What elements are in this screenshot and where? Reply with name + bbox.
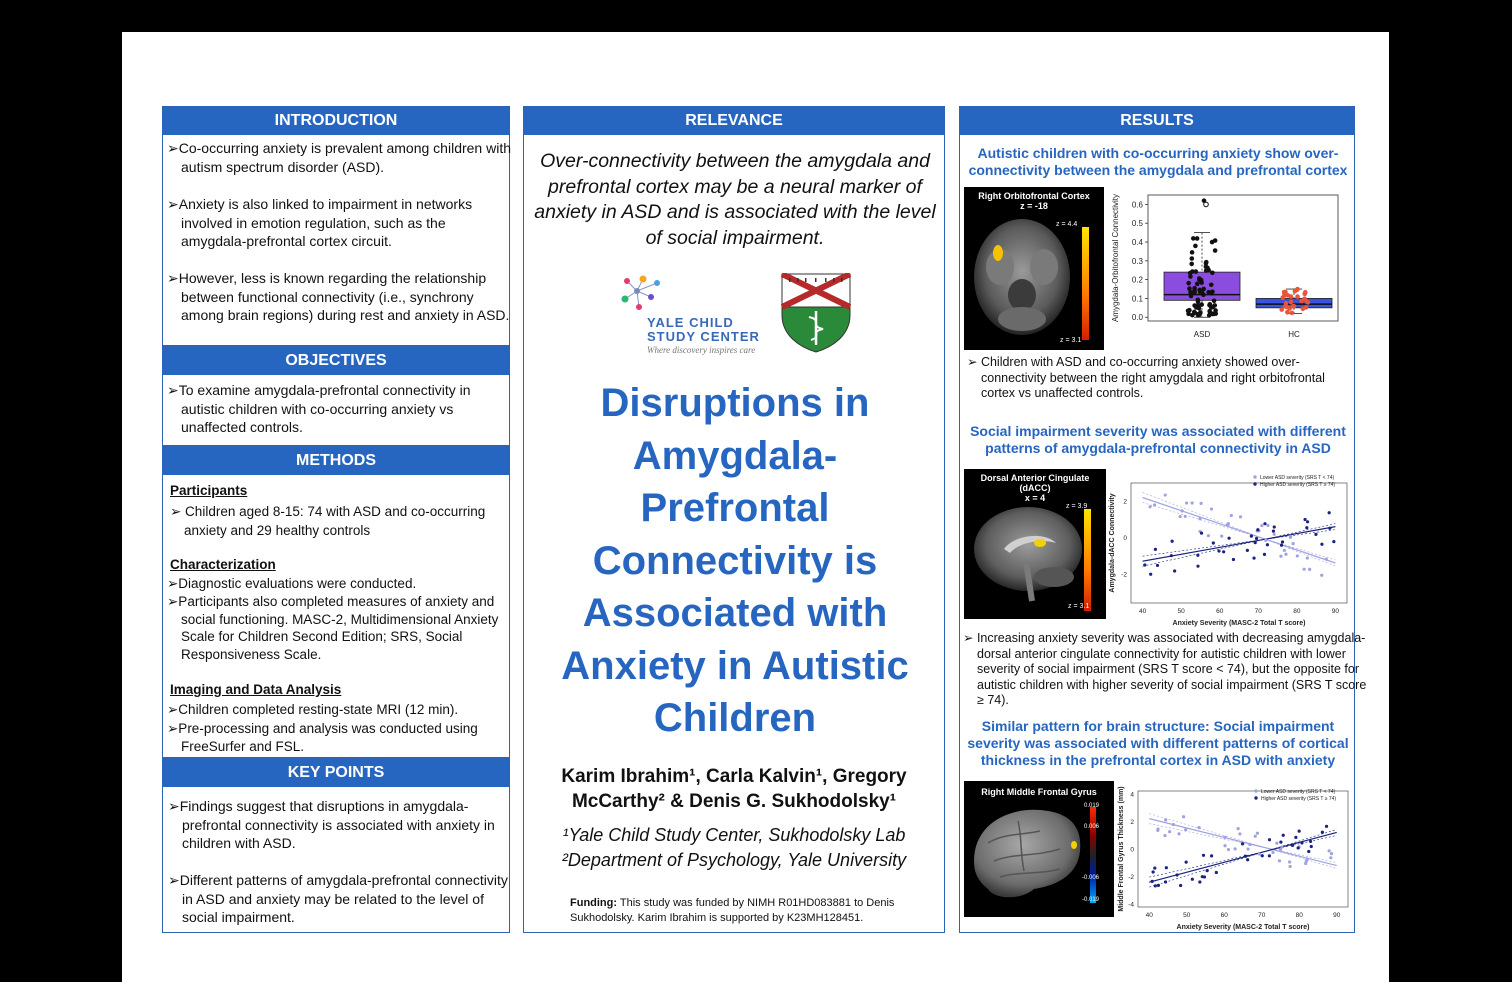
x-tick-label: 90 xyxy=(1331,608,1340,615)
asd-point xyxy=(1206,290,1211,295)
data-point xyxy=(1198,880,1201,883)
data-point xyxy=(1234,847,1237,850)
brain3-vmin: -0.019 xyxy=(1082,897,1100,903)
dacc-scatter-chart xyxy=(1107,469,1352,629)
data-point xyxy=(1191,878,1194,881)
brain3-v3: -0.006 xyxy=(1082,875,1100,881)
data-point xyxy=(1165,866,1168,869)
asd-point xyxy=(1195,282,1200,287)
results-bullet-1: ➢ Children with ASD and co-occurring anxiety showed over-connectivity between the right amygdala and right orbitofrontal cortex vs unaffected controls. xyxy=(967,355,1325,400)
data-point xyxy=(1197,826,1200,829)
data-point xyxy=(1260,524,1263,527)
intro-bullet-1: ➢Co-occurring anxiety is prevalent among children with autism spectrum disorder (ASD). xyxy=(167,140,511,175)
legend-marker xyxy=(1253,482,1256,485)
introduction-header: INTRODUCTION xyxy=(163,107,509,137)
results-bullet-2: ➢ Increasing anxiety severity was associated with decreasing amygdala-dorsal anterior cingulate connectivity for autistic children with lower severity of social impairment (SRS T score < 74), but the opposite for autistic children with higher severity of social impairment (SRS T score ≥ 74). xyxy=(963,631,1367,707)
data-point xyxy=(1263,522,1266,525)
data-point xyxy=(1241,842,1244,845)
relevance-header: RELEVANCE xyxy=(524,107,944,137)
intro-bullet-2: ➢Anxiety is also linked to impairment in networks involved in emotion regulation, such as the amygdala-prefrontal cortex circuit. xyxy=(167,196,473,249)
asd-point xyxy=(1189,294,1194,299)
data-point xyxy=(1203,875,1206,878)
data-point xyxy=(1314,533,1317,536)
data-point xyxy=(1256,832,1259,835)
data-point xyxy=(1156,564,1159,567)
hc-point xyxy=(1290,311,1295,316)
x-category-label: HC xyxy=(1288,330,1300,339)
funding-label: Funding: xyxy=(570,897,618,909)
key-points-bullet-1: ➢Findings suggest that disruptions in amygdala-prefrontal connectivity is associated with anxiety in children with ASD. xyxy=(168,798,495,851)
data-point xyxy=(1288,860,1291,863)
data-point xyxy=(1320,574,1323,577)
data-point xyxy=(1282,834,1285,837)
data-point xyxy=(1310,845,1313,848)
y-axis-label: Middle Frontal Gyrus Thickness (mm) xyxy=(1118,786,1125,912)
y-axis-label: Amygdala-Orbitofrontal Connectivity xyxy=(1111,193,1120,323)
hc-point xyxy=(1287,306,1292,311)
data-point xyxy=(1202,854,1205,857)
data-point xyxy=(1196,565,1199,568)
orbitofrontal-boxplot xyxy=(1106,189,1344,347)
relevance-statement: Over-connectivity between the amygdala and prefrontal cortex may be a neural marker of anxiety in ASD and is associated with the level of social impairment. xyxy=(534,150,936,249)
data-point xyxy=(1306,520,1309,523)
logo-tagline: Where discovery inspires care xyxy=(647,345,756,355)
logo-line-2: STUDY CENTER xyxy=(647,329,760,344)
asd-point xyxy=(1193,244,1198,249)
data-point xyxy=(1239,515,1242,518)
legend-entry: Higher ASD severity (SRS T ≥ 74) xyxy=(1261,796,1337,802)
x-tick-label: 80 xyxy=(1295,912,1303,919)
data-point xyxy=(1328,527,1331,530)
hc-point xyxy=(1280,295,1285,300)
data-point xyxy=(1171,540,1174,543)
data-point xyxy=(1291,844,1294,847)
objectives-panel xyxy=(162,346,510,446)
data-point xyxy=(1152,870,1155,873)
data-point xyxy=(1303,518,1306,521)
asd-point xyxy=(1210,270,1215,275)
data-point xyxy=(1252,556,1255,559)
x-tick-label: 60 xyxy=(1220,912,1228,919)
data-point xyxy=(1223,844,1226,847)
data-point xyxy=(1246,858,1249,861)
data-point xyxy=(1236,827,1239,830)
data-point xyxy=(1227,848,1230,851)
data-point xyxy=(1264,539,1267,542)
asd-point xyxy=(1190,250,1195,255)
y-tick-label: 2 xyxy=(1123,498,1127,506)
x-tick-label: 70 xyxy=(1258,912,1266,919)
characterization-bullet-2: ➢Participants also completed measures of anxiety and social functioning. MASC-2, Multidimensional Anxiety Scale for Children Second Edition; SRS, Social Responsiveness Scale. xyxy=(167,594,499,662)
affiliation-2: ²Department of Psychology, Yale University xyxy=(561,850,907,870)
data-point xyxy=(1306,858,1309,861)
data-point xyxy=(1297,846,1300,849)
data-point xyxy=(1154,548,1157,551)
data-point xyxy=(1230,514,1233,517)
data-point xyxy=(1294,836,1297,839)
data-point xyxy=(1296,554,1299,557)
y-axis-label: Amygdala-dACC Connectivity xyxy=(1109,493,1116,593)
y-tick-label: -4 xyxy=(1128,901,1134,909)
data-point xyxy=(1273,533,1276,536)
data-point xyxy=(1200,532,1203,535)
data-point xyxy=(1284,553,1287,556)
data-point xyxy=(1173,569,1176,572)
data-point xyxy=(1157,884,1160,887)
data-point xyxy=(1275,842,1278,845)
characterization-title: Characterization xyxy=(170,557,276,572)
data-point xyxy=(1250,535,1253,538)
y-tick-label: -2 xyxy=(1121,571,1127,579)
asd-point xyxy=(1212,298,1217,303)
brain2-title: Dorsal Anterior Cingulate (dACC) x = 4 xyxy=(980,473,1090,503)
data-point xyxy=(1325,825,1328,828)
data-point xyxy=(1321,831,1324,834)
data-point xyxy=(1320,543,1323,546)
data-point xyxy=(1273,525,1276,528)
data-point xyxy=(1268,854,1271,857)
legend-marker xyxy=(1254,796,1257,799)
hc-point xyxy=(1279,307,1284,312)
asd-point xyxy=(1209,305,1214,310)
data-point xyxy=(1308,568,1311,571)
data-point xyxy=(1256,528,1259,531)
hc-point xyxy=(1299,299,1304,304)
legend-entry: Lower ASD severity (SRS T < 74) xyxy=(1261,789,1336,795)
x-axis-label: Anxiety Severity (MASC-2 Total T score) xyxy=(1172,620,1306,627)
logo-line-1: YALE CHILD xyxy=(647,315,734,330)
data-point xyxy=(1172,823,1175,826)
data-point xyxy=(1279,840,1282,843)
hc-point xyxy=(1284,301,1289,306)
results-panel xyxy=(959,106,1367,933)
data-point xyxy=(1143,563,1146,566)
asd-point xyxy=(1186,281,1191,286)
data-point xyxy=(1302,568,1305,571)
data-point xyxy=(1153,503,1156,506)
data-point xyxy=(1280,845,1283,848)
brain2-zmin: z = 3.1 xyxy=(1068,603,1090,610)
hc-point xyxy=(1304,305,1309,310)
data-point xyxy=(1307,850,1310,853)
data-point xyxy=(1238,832,1241,835)
data-point xyxy=(1278,859,1281,862)
imaging-bullet-1: ➢Children completed resting-state MRI (12 min). xyxy=(167,702,459,717)
data-point xyxy=(1325,558,1328,561)
y-tick-label: 4 xyxy=(1130,791,1134,799)
brain3-vmax: 0.019 xyxy=(1084,803,1100,809)
orbitofrontal-brain-image xyxy=(964,187,1104,350)
key-points-header: KEY POINTS xyxy=(163,759,509,789)
data-point xyxy=(1298,830,1301,833)
participants-bullet: ➢ Children aged 8-15: 74 with ASD and co-occurring anxiety and 29 healthy controls xyxy=(170,504,486,538)
data-point xyxy=(1258,852,1261,855)
data-point xyxy=(1227,537,1230,540)
data-point xyxy=(1263,553,1266,556)
legend-entry: Higher ASD severity (SRS T ≥ 74) xyxy=(1260,482,1336,488)
y-tick-label: 0 xyxy=(1123,535,1127,543)
y-tick-label: 0.1 xyxy=(1131,294,1143,304)
asd-point xyxy=(1189,262,1194,267)
data-point xyxy=(1199,502,1202,505)
data-point xyxy=(1184,828,1187,831)
data-point xyxy=(1206,869,1209,872)
funding-note xyxy=(570,896,916,926)
data-point xyxy=(1261,854,1264,857)
authors-line-2: McCarthy² & Denis G. Sukhodolsky¹ xyxy=(571,791,897,812)
asd-point xyxy=(1196,312,1201,317)
y-tick-label: 0.2 xyxy=(1131,275,1143,285)
key-points-panel xyxy=(162,758,510,933)
yale-child-study-center-logo xyxy=(619,273,779,363)
data-point xyxy=(1271,851,1274,854)
data-point xyxy=(1300,841,1303,844)
data-point xyxy=(1207,534,1210,537)
data-point xyxy=(1288,865,1291,868)
x-axis-label: Anxiety Severity (MASC-2 Total T score) xyxy=(1176,924,1310,931)
asd-outlier xyxy=(1204,202,1209,207)
results-heading-2: Social impairment severity was associated with different patterns of amygdala-prefrontal connectivity in ASD xyxy=(970,423,1346,456)
introduction-panel xyxy=(162,106,510,346)
data-point xyxy=(1156,828,1159,831)
asd-point xyxy=(1197,288,1202,293)
data-point xyxy=(1305,526,1308,529)
data-point xyxy=(1244,855,1247,858)
characterization-bullet-1: ➢Diagnostic evaluations were conducted. xyxy=(167,576,417,591)
data-point xyxy=(1164,880,1167,883)
asd-point xyxy=(1187,286,1192,291)
data-point xyxy=(1246,549,1249,552)
asd-point xyxy=(1207,313,1212,318)
data-point xyxy=(1248,843,1251,846)
legend-marker xyxy=(1253,475,1256,478)
data-point xyxy=(1168,830,1171,833)
data-point xyxy=(1280,544,1283,547)
data-point xyxy=(1182,815,1185,818)
authors-line-1: Karim Ibrahim¹, Carla Kalvin¹, Gregory xyxy=(561,766,907,787)
participants-title: Participants xyxy=(170,483,248,498)
data-point xyxy=(1272,530,1275,533)
asd-point xyxy=(1186,308,1191,313)
dacc-brain-image xyxy=(964,469,1106,619)
x-tick-label: 40 xyxy=(1138,608,1147,615)
data-point xyxy=(1332,540,1335,543)
data-point xyxy=(1266,543,1269,546)
thickness-scatter-chart xyxy=(1116,779,1352,931)
data-point xyxy=(1281,540,1284,543)
data-point xyxy=(1254,541,1257,544)
data-point xyxy=(1212,541,1215,544)
methods-header: METHODS xyxy=(163,447,509,477)
brain1-title: Right Orbitofrontal Cortex z = -18 xyxy=(978,191,1090,211)
hc-point xyxy=(1289,300,1294,305)
confidence-band xyxy=(1149,814,1337,869)
data-point xyxy=(1153,866,1156,869)
objectives-header: OBJECTIVES xyxy=(163,347,509,377)
data-point xyxy=(1289,535,1292,538)
data-point xyxy=(1177,832,1180,835)
data-point xyxy=(1151,880,1154,883)
imaging-title: Imaging and Data Analysis xyxy=(170,682,342,697)
data-point xyxy=(1328,511,1331,514)
poster xyxy=(122,32,1389,982)
y-tick-label: 0.5 xyxy=(1131,219,1143,229)
regression-line xyxy=(1143,498,1336,563)
sagittal-brain-icon xyxy=(964,469,1106,619)
x-tick-label: 80 xyxy=(1293,608,1301,615)
data-point xyxy=(1217,549,1220,552)
brain1-zmin: z = 3.1 xyxy=(1060,337,1082,344)
y-tick-label: 0 xyxy=(1130,846,1134,854)
asd-point xyxy=(1213,248,1218,253)
methods-panel xyxy=(162,446,510,758)
key-points-bullet-2: ➢Different patterns of amygdala-prefrontal connectivity in ASD and anxiety may be related to the level of social impairment. xyxy=(168,872,508,925)
funding-text: This study was funded by NIMH R01HD083881 to Denis Sukhodolsky. Karim Ibrahim is supported by K23MH128451. xyxy=(570,897,895,924)
results-heading-3: Similar pattern for brain structure: Social impairment severity was associated with different patterns of cortical thickness in the prefrontal cortex in ASD with anxiety xyxy=(967,718,1349,768)
legend-marker xyxy=(1254,789,1257,792)
data-point xyxy=(1210,854,1213,857)
hc-point xyxy=(1293,289,1298,294)
data-point xyxy=(1254,835,1257,838)
data-point xyxy=(1175,873,1178,876)
data-point xyxy=(1164,493,1167,496)
asd-point xyxy=(1199,278,1204,283)
confidence-band xyxy=(1143,530,1336,557)
results-heading-1: Autistic children with co-occurring anxiety show over-connectivity between the amygdala and prefrontal cortex xyxy=(968,145,1348,178)
data-point xyxy=(1180,509,1183,512)
data-point xyxy=(1279,555,1282,558)
y-tick-label: 0.0 xyxy=(1131,313,1143,323)
asd-point xyxy=(1204,264,1209,269)
x-tick-label: 60 xyxy=(1216,608,1224,615)
data-point xyxy=(1179,884,1182,887)
imaging-bullet-2: ➢Pre-processing and analysis was conducted using FreeSurfer and FSL. xyxy=(167,721,478,754)
data-point xyxy=(1179,515,1182,518)
brain3-title: Right Middle Frontal Gyrus xyxy=(981,787,1097,797)
middle-frontal-brain-image xyxy=(964,781,1114,917)
y-tick-label: 0.6 xyxy=(1131,200,1143,210)
results-header: RESULTS xyxy=(960,107,1354,137)
data-point xyxy=(1164,818,1167,821)
data-point xyxy=(1148,505,1151,508)
data-point xyxy=(1330,852,1333,855)
x-category-label: ASD xyxy=(1193,330,1211,339)
data-point xyxy=(1170,554,1173,557)
yale-medicine-shield-icon xyxy=(781,273,851,353)
asd-point xyxy=(1195,236,1200,241)
molecule-logo-icon xyxy=(619,273,675,319)
data-point xyxy=(1226,523,1229,526)
asd-point xyxy=(1194,269,1199,274)
x-tick-label: 70 xyxy=(1254,608,1262,615)
plot-frame xyxy=(1138,791,1348,907)
data-point xyxy=(1163,834,1166,837)
hc-point xyxy=(1295,294,1300,299)
objectives-bullet-1: ➢To examine amygdala-prefrontal connectivity in autistic children with co-occurring anxiety vs unaffected controls. xyxy=(167,382,471,435)
y-tick-label: -2 xyxy=(1128,874,1134,882)
x-tick-label: 40 xyxy=(1145,912,1153,919)
data-point xyxy=(1222,550,1225,553)
y-tick-label: 0.4 xyxy=(1131,238,1143,248)
legend-entry: Lower ASD severity (SRS T < 74) xyxy=(1260,475,1335,481)
brain1-zmax: z = 4.4 xyxy=(1056,221,1078,228)
data-point xyxy=(1185,861,1188,864)
y-tick-label: 0.3 xyxy=(1131,256,1143,266)
hc-point xyxy=(1302,292,1307,297)
data-point xyxy=(1306,556,1309,559)
data-point xyxy=(1246,847,1249,850)
data-point xyxy=(1220,535,1223,538)
asd-point xyxy=(1201,287,1206,292)
data-point xyxy=(1223,836,1226,839)
data-point xyxy=(1191,501,1194,504)
data-point xyxy=(1149,573,1152,576)
brain2-zmax: z = 3.9 xyxy=(1066,503,1088,510)
asd-point xyxy=(1209,282,1214,287)
data-point xyxy=(1266,524,1269,527)
hc-point xyxy=(1306,300,1311,305)
x-tick-label: 90 xyxy=(1333,912,1341,919)
asd-point xyxy=(1210,240,1215,245)
data-point xyxy=(1184,515,1187,518)
x-tick-label: 50 xyxy=(1183,912,1191,919)
asd-point xyxy=(1190,256,1195,261)
relevance-panel xyxy=(523,106,945,933)
data-point xyxy=(1292,542,1295,545)
poster-title: Disruptions in Amygdala-Prefrontal Connectivity is Associated with Anxiety in Autistic Children xyxy=(561,381,909,740)
hc-point xyxy=(1283,290,1288,295)
data-point xyxy=(1328,849,1331,852)
data-point xyxy=(1215,871,1218,874)
data-point xyxy=(1210,507,1213,510)
axial-brain-icon xyxy=(964,187,1104,350)
affiliation-1: ¹Yale Child Study Center, Sukhodolsky Lab xyxy=(562,825,906,845)
asd-point xyxy=(1188,274,1193,279)
y-tick-label: 2 xyxy=(1130,818,1134,826)
data-point xyxy=(1196,554,1199,557)
intro-bullet-3: ➢However, less is known regarding the relationship between functional connectivity (i.e., synchrony among brain regions) during rest and anxiety in ASD. xyxy=(167,270,510,323)
asd-point xyxy=(1196,303,1201,308)
data-point xyxy=(1232,558,1235,561)
data-point xyxy=(1268,838,1271,841)
data-point xyxy=(1283,549,1286,552)
asd-point xyxy=(1192,288,1197,293)
data-point xyxy=(1255,537,1258,540)
data-point xyxy=(1329,856,1332,859)
data-point xyxy=(1309,840,1312,843)
regression-line xyxy=(1149,819,1337,866)
data-point xyxy=(1154,884,1157,887)
data-point xyxy=(1198,517,1201,520)
brain3-v2: 0.006 xyxy=(1084,824,1100,830)
x-tick-label: 50 xyxy=(1177,608,1185,615)
data-point xyxy=(1185,501,1188,504)
asd-point xyxy=(1213,311,1218,316)
